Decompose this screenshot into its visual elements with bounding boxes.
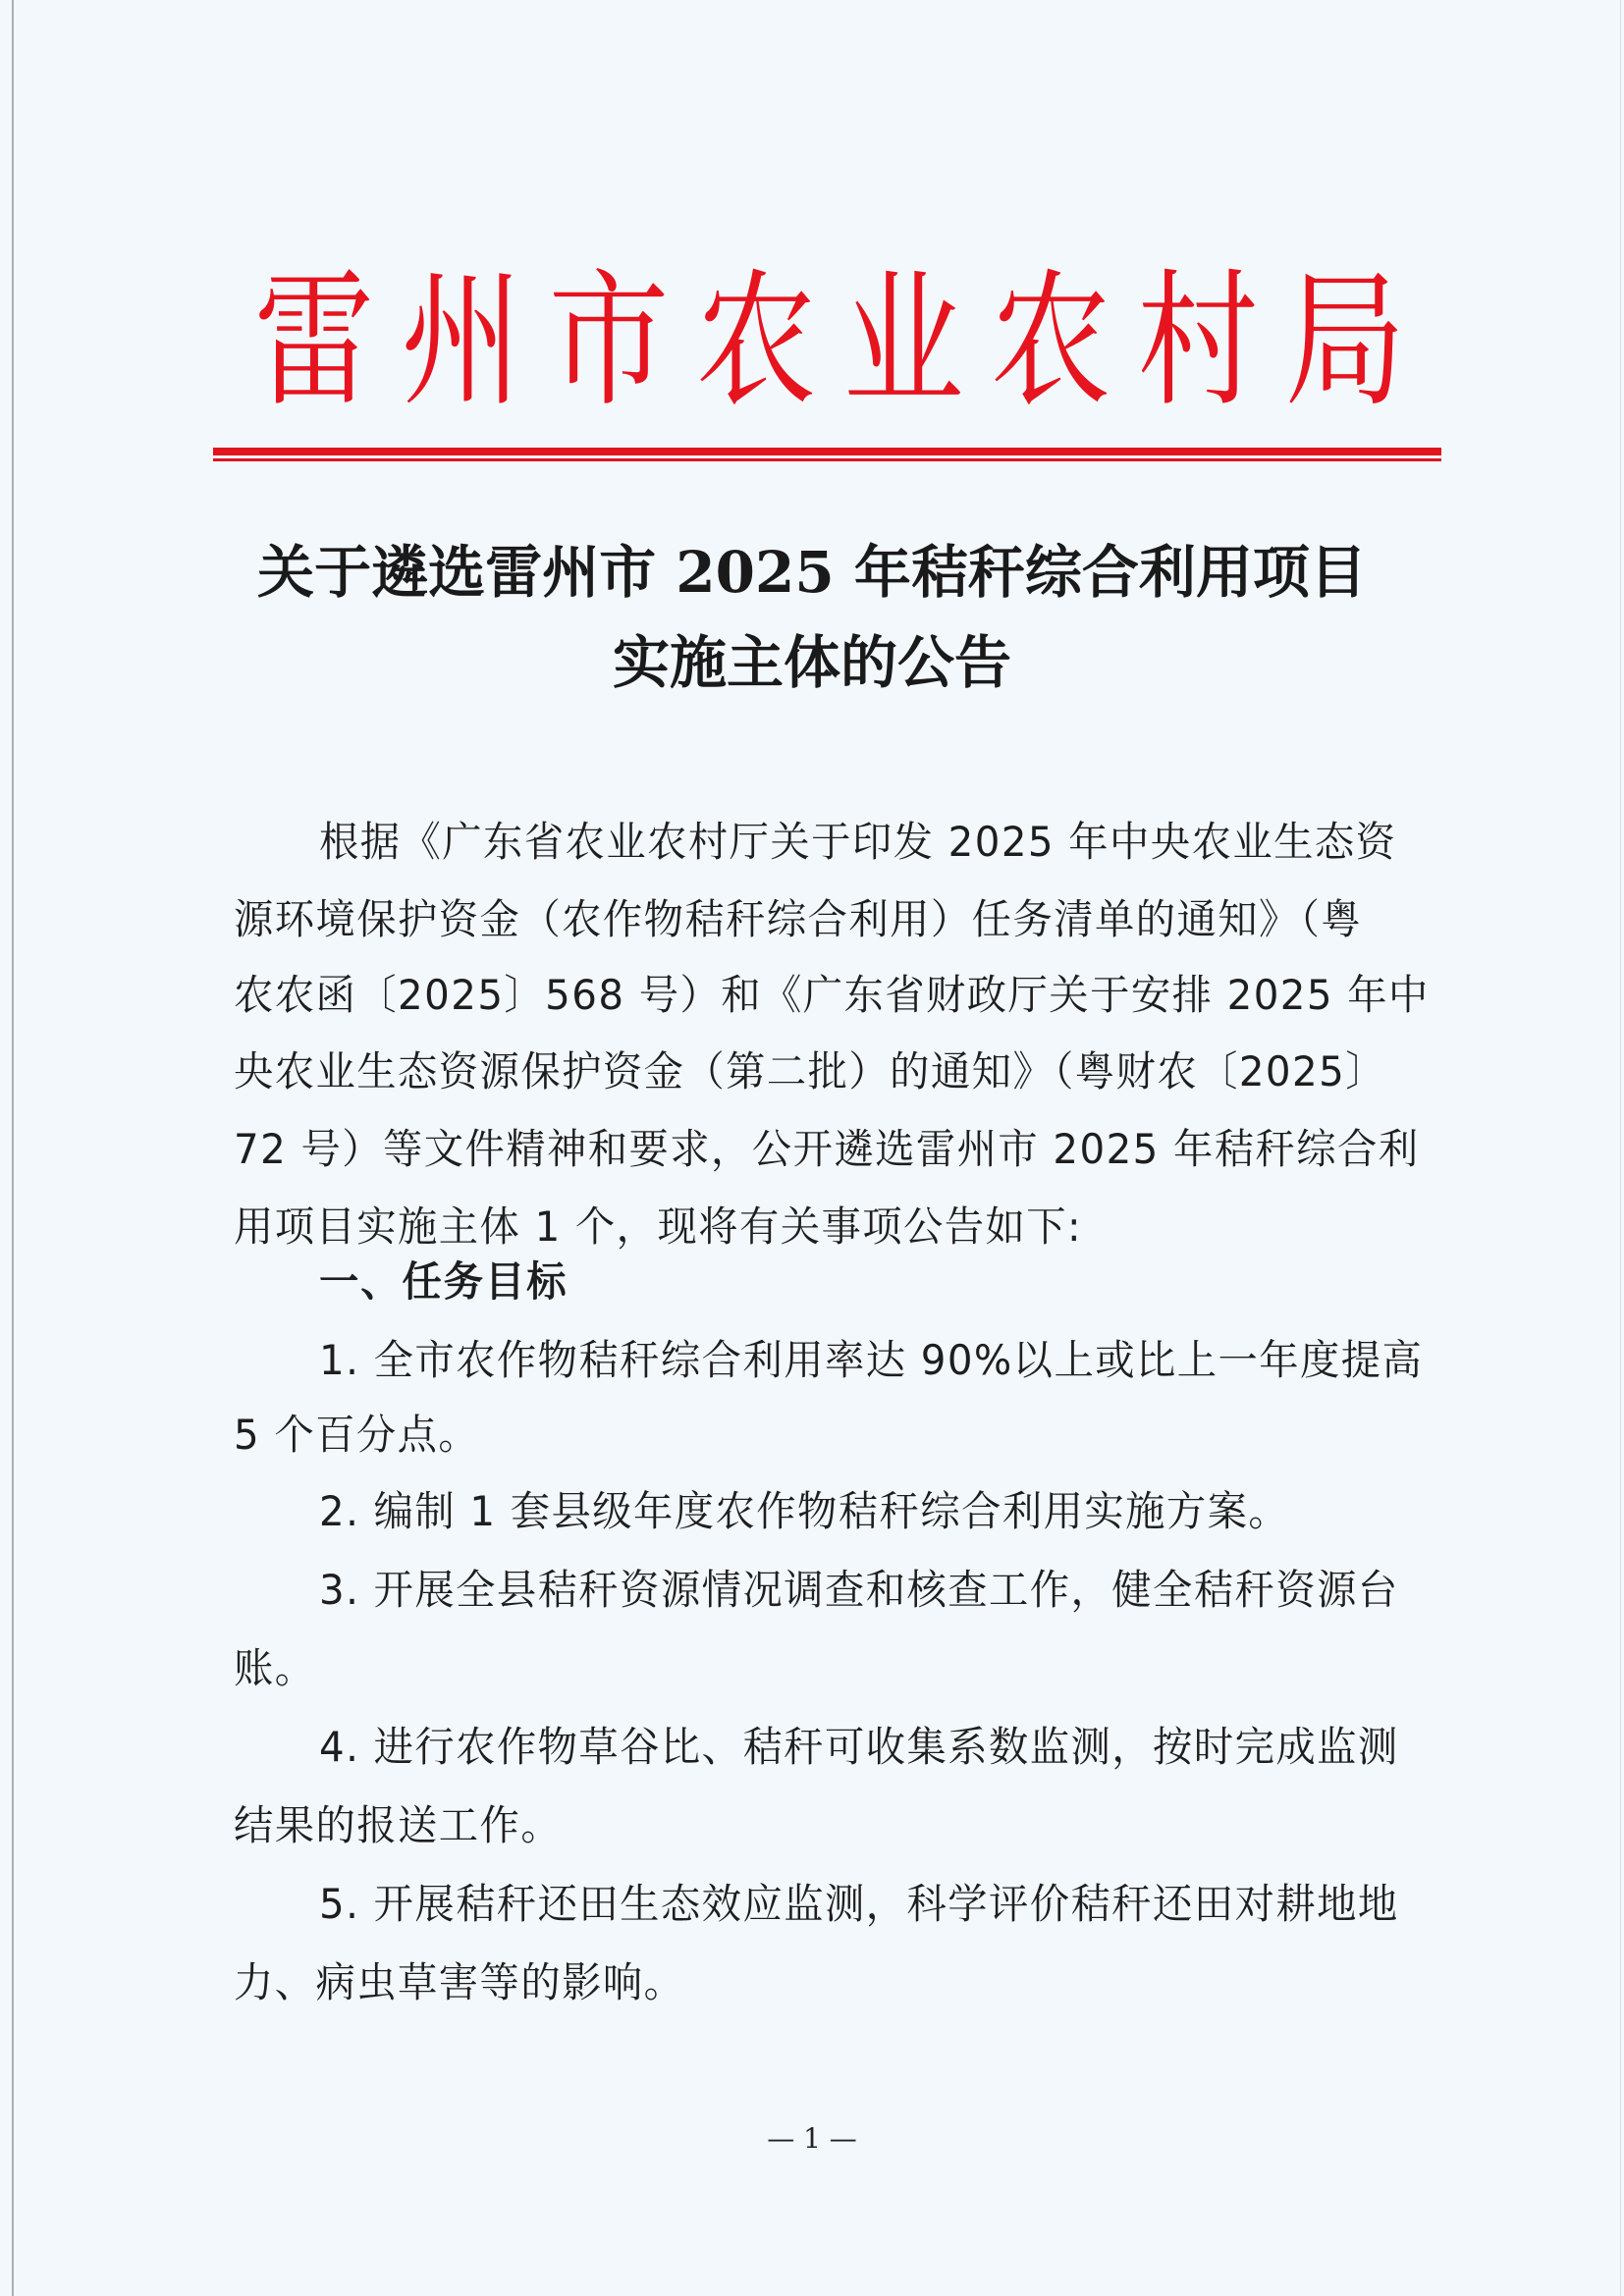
header-char: 市 [548, 256, 670, 427]
item-1-line-1: 1. 全市农作物秸秆综合利用率达 90%以上或比上一年度提高 [319, 1336, 1424, 1384]
header-char: 州 [401, 256, 522, 427]
item-2-line-1: 2. 编制 1 套县级年度农作物秸秆综合利用实施方案。 [319, 1487, 1290, 1535]
header-char: 农 [695, 256, 817, 427]
header-char: 局 [1284, 256, 1406, 427]
header-red-rule-thick [213, 448, 1441, 455]
intro-line: 根据《广东省农业农村厅关于印发 2025 年中央农业生态资 [319, 818, 1397, 866]
page-number: — 1 — [767, 2122, 857, 2155]
document-title-line-1: 关于遴选雷州市 2025 年秸秆综合利用项目 [257, 539, 1367, 606]
intro-line: 源环境保护资金（农作物秸秆综合利用）任务清单的通知》（粤 [234, 895, 1363, 943]
item-5-line-1: 5. 开展秸秆还田生态效应监测，科学评价秸秆还田对耕地地 [319, 1880, 1399, 1928]
intro-line: 72 号）等文件精神和要求，公开遴选雷州市 2025 年秸秆综合利 [234, 1125, 1420, 1173]
header-char: 村 [1137, 256, 1259, 427]
header-char: 农 [990, 256, 1111, 427]
header-char: 雷 [253, 256, 375, 427]
item-5-line-2: 力、病虫草害等的影响。 [234, 1958, 685, 2006]
issuing-authority-header [241, 256, 1419, 427]
item-3-line-1: 3. 开展全县秸秆资源情况调查和核查工作，健全秸秆资源台 [319, 1566, 1399, 1614]
header-char: 业 [842, 256, 964, 427]
section-heading-task-goals: 一、任务目标 [319, 1257, 568, 1306]
item-1-line-2: 5 个百分点。 [234, 1411, 480, 1459]
document-title-line-2: 实施主体的公告 [612, 629, 1011, 696]
item-3-line-2: 账。 [234, 1644, 316, 1692]
header-red-rule-thin [213, 458, 1441, 461]
item-4-line-2: 结果的报送工作。 [234, 1801, 563, 1849]
intro-line: 农农函〔2025〕568 号）和《广东省财政厅关于安排 2025 年中 [234, 971, 1430, 1019]
scan-left-edge [12, 0, 14, 2296]
intro-line: 用项目实施主体 1 个，现将有关事项公告如下: [234, 1202, 1083, 1251]
intro-line: 央农业生态资源保护资金（第二批）的通知》（粤财农〔2025〕 [234, 1047, 1386, 1095]
item-4-line-1: 4. 进行农作物草谷比、秸秆可收集系数监测，按时完成监测 [319, 1723, 1399, 1771]
scan-right-edge [1620, 0, 1621, 2296]
